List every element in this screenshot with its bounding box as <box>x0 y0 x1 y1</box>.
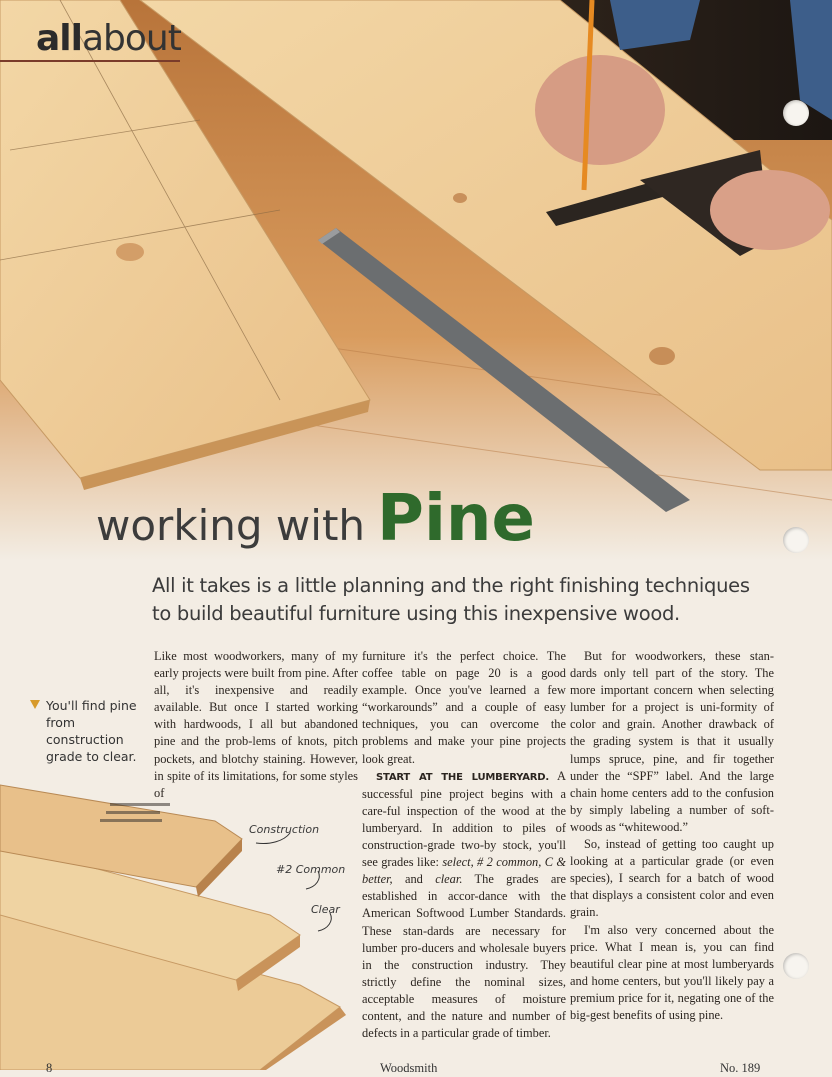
text-run: A successful pine project begins with a care-ful inspection of the wood at the lumberyard. In addition to piles of construction-grade two-by stock, you'll see grades like: <box>362 768 566 870</box>
title-heavy: Pine <box>377 482 535 556</box>
label-common: #2 Common <box>276 863 346 876</box>
paragraph <box>362 768 566 1043</box>
caption-text: You'll find pine from construction grade to clear. <box>46 698 137 764</box>
binder-hole <box>783 100 809 126</box>
run-in-head: START AT THE LUMBERYARD. <box>376 771 549 783</box>
paragraph: So, instead of getting too caught up looking at a particular grade (or even species), I search for a batch of wood that displays a consistent color and even grain. <box>570 837 774 920</box>
binder-hole <box>783 527 809 553</box>
paragraph: Like most woodworkers, many of my early projects were built from pine. After all, it's inexpensive and readily available. But once I started working with hardwoods, I all but abandoned pine and the prob-lems of knots, pitch pockets, and blotchy staining. However, in spite of its limitations, for some styles of <box>154 649 358 800</box>
body-column-1 <box>154 648 358 802</box>
lumber-grades-illustration <box>0 775 360 1070</box>
paragraph: I'm also very concerned about the price. What I mean is, you can find beautiful clear pine at most lumberyards and home centers, but you'll likely pay a premium price for it, negating one of the big-gest benefits of using pine. <box>570 922 774 1022</box>
article-deck: All it takes is a little planning and the right finishing techniques to build beautiful furniture using this inexpensive wood. <box>152 574 750 625</box>
magazine-name: Woodsmith <box>380 1061 438 1075</box>
title-light: working with <box>96 501 366 550</box>
page-number: 8 <box>46 1061 53 1075</box>
article-title <box>96 482 535 556</box>
label-clear: Clear <box>311 903 340 916</box>
binder-hole <box>783 953 809 979</box>
brand-rule <box>0 60 180 62</box>
caption-arrow-icon <box>30 700 40 709</box>
body-column-2 <box>362 648 566 1042</box>
paragraph: But for woodworkers, these stan-dards only tell part of the story. The more important concern when selecting lumber for a project is uni-formity of color and grain. Another drawback of the grading system is that it usually lumps spruce, pine, and fir together under the “SPF” label. And the large chain home centers add to the confusion by simply labeling a number of soft-woods as “whitewood.” <box>570 649 774 834</box>
body-column-3 <box>570 648 774 1024</box>
brand-mark: allabout <box>36 18 181 59</box>
lumber-boards <box>0 775 360 1070</box>
text-run: The grades are established in accor-dance with the American Softwood Lumber Standards. These stan-dards are necessary for lumber pro-ducers and wholesale buyers in the construction industry. They strictly define the nominal sizes, acceptable measures of moisture content, and the nature and number of defects in a particular grade of timber. <box>362 872 566 1041</box>
grade-names: select, # 2 common, C & better, <box>362 855 566 887</box>
photo-caption <box>30 697 140 765</box>
paragraph: furniture it's the perfect choice. The coffee table on page 20 is a good example. Once you've learned a few “workarounds” and a couple of easy techniques, you can overcome the problems and make your pine projects look great. <box>362 649 566 766</box>
label-construction: Construction <box>249 823 320 836</box>
grade-name: clear. <box>435 872 463 887</box>
issue-number: No. 189 <box>720 1061 761 1075</box>
text-run: and <box>392 872 436 887</box>
